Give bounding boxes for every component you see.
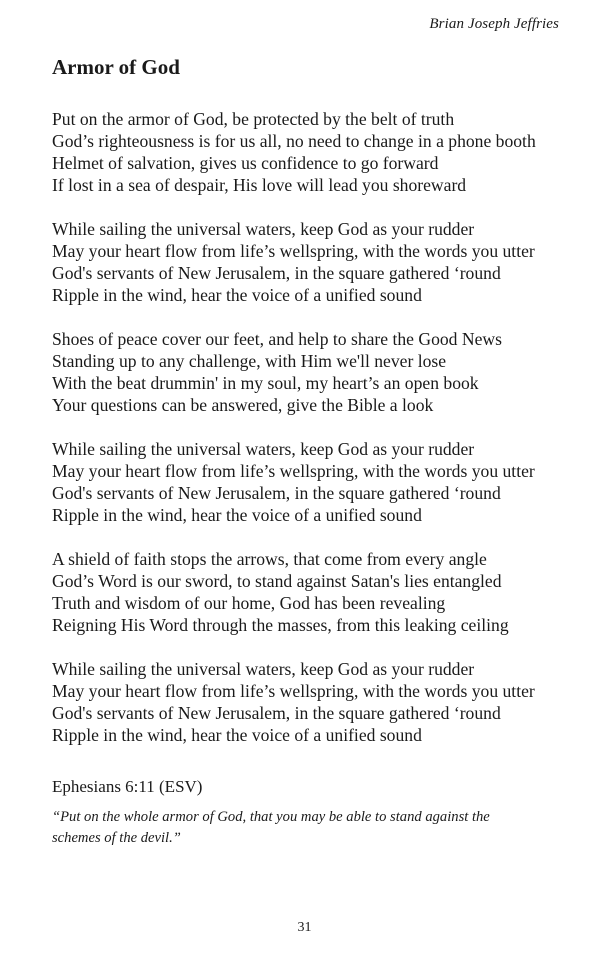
poem-line: Reigning His Word through the masses, from this leaking ceiling: [52, 615, 509, 635]
scripture-quote-line: schemes of the devil.”: [52, 830, 181, 846]
poem-line: May your heart flow from life’s wellspring, with the words you utter: [52, 241, 535, 261]
poem-line: While sailing the universal waters, keep God as your rudder: [52, 659, 475, 679]
poem-line: God's servants of New Jerusalem, in the square gathered ‘round: [52, 263, 501, 283]
poem-line: May your heart flow from life’s wellspring, with the words you utter: [52, 461, 535, 481]
stanza-1: [52, 108, 592, 196]
stanza-5: [52, 548, 592, 636]
poem-line: A shield of faith stops the arrows, that come from every angle: [52, 549, 487, 569]
stanza-4-chorus: [52, 438, 592, 526]
poem-line: God’s Word is our sword, to stand against Satan's lies entangled: [52, 571, 502, 591]
poem-line: Helmet of salvation, gives us confidence to go forward: [52, 153, 439, 173]
poem-line: Ripple in the wind, hear the voice of a unified sound: [52, 725, 422, 745]
poem-line: Ripple in the wind, hear the voice of a unified sound: [52, 285, 422, 305]
poem-line: Your questions can be answered, give the Bible a look: [52, 395, 434, 415]
stanza-6-chorus: [52, 658, 592, 746]
poem-line: Put on the armor of God, be protected by the belt of truth: [52, 109, 455, 129]
poem-line: With the beat drummin' in my soul, my heart’s an open book: [52, 373, 479, 393]
scripture-quote-line: “Put on the whole armor of God, that you may be able to stand against the: [52, 809, 490, 825]
stanza-3: [52, 328, 592, 416]
poem-title: Armor of God: [52, 55, 180, 79]
scripture-quote: [52, 807, 552, 849]
running-header-author: Brian Joseph Jeffries: [429, 16, 559, 32]
poem-line: Standing up to any challenge, with Him we'll never lose: [52, 351, 447, 371]
scripture-reference: Ephesians 6:11 (ESV): [52, 777, 203, 796]
poem-line: While sailing the universal waters, keep God as your rudder: [52, 439, 475, 459]
poem-line: Shoes of peace cover our feet, and help to share the Good News: [52, 329, 502, 349]
poem-line: While sailing the universal waters, keep God as your rudder: [52, 219, 475, 239]
poem-body: [52, 108, 592, 768]
poem-line: If lost in a sea of despair, His love will lead you shoreward: [52, 175, 467, 195]
poem-line: God's servants of New Jerusalem, in the square gathered ‘round: [52, 703, 501, 723]
poem-line: Truth and wisdom of our home, God has been revealing: [52, 593, 446, 613]
stanza-2-chorus: [52, 218, 592, 306]
page-number: 31: [297, 920, 312, 935]
poem-line: God’s righteousness is for us all, no need to change in a phone booth: [52, 131, 536, 151]
poem-line: May your heart flow from life’s wellspring, with the words you utter: [52, 681, 535, 701]
poem-line: Ripple in the wind, hear the voice of a unified sound: [52, 505, 422, 525]
poem-line: God's servants of New Jerusalem, in the square gathered ‘round: [52, 483, 501, 503]
